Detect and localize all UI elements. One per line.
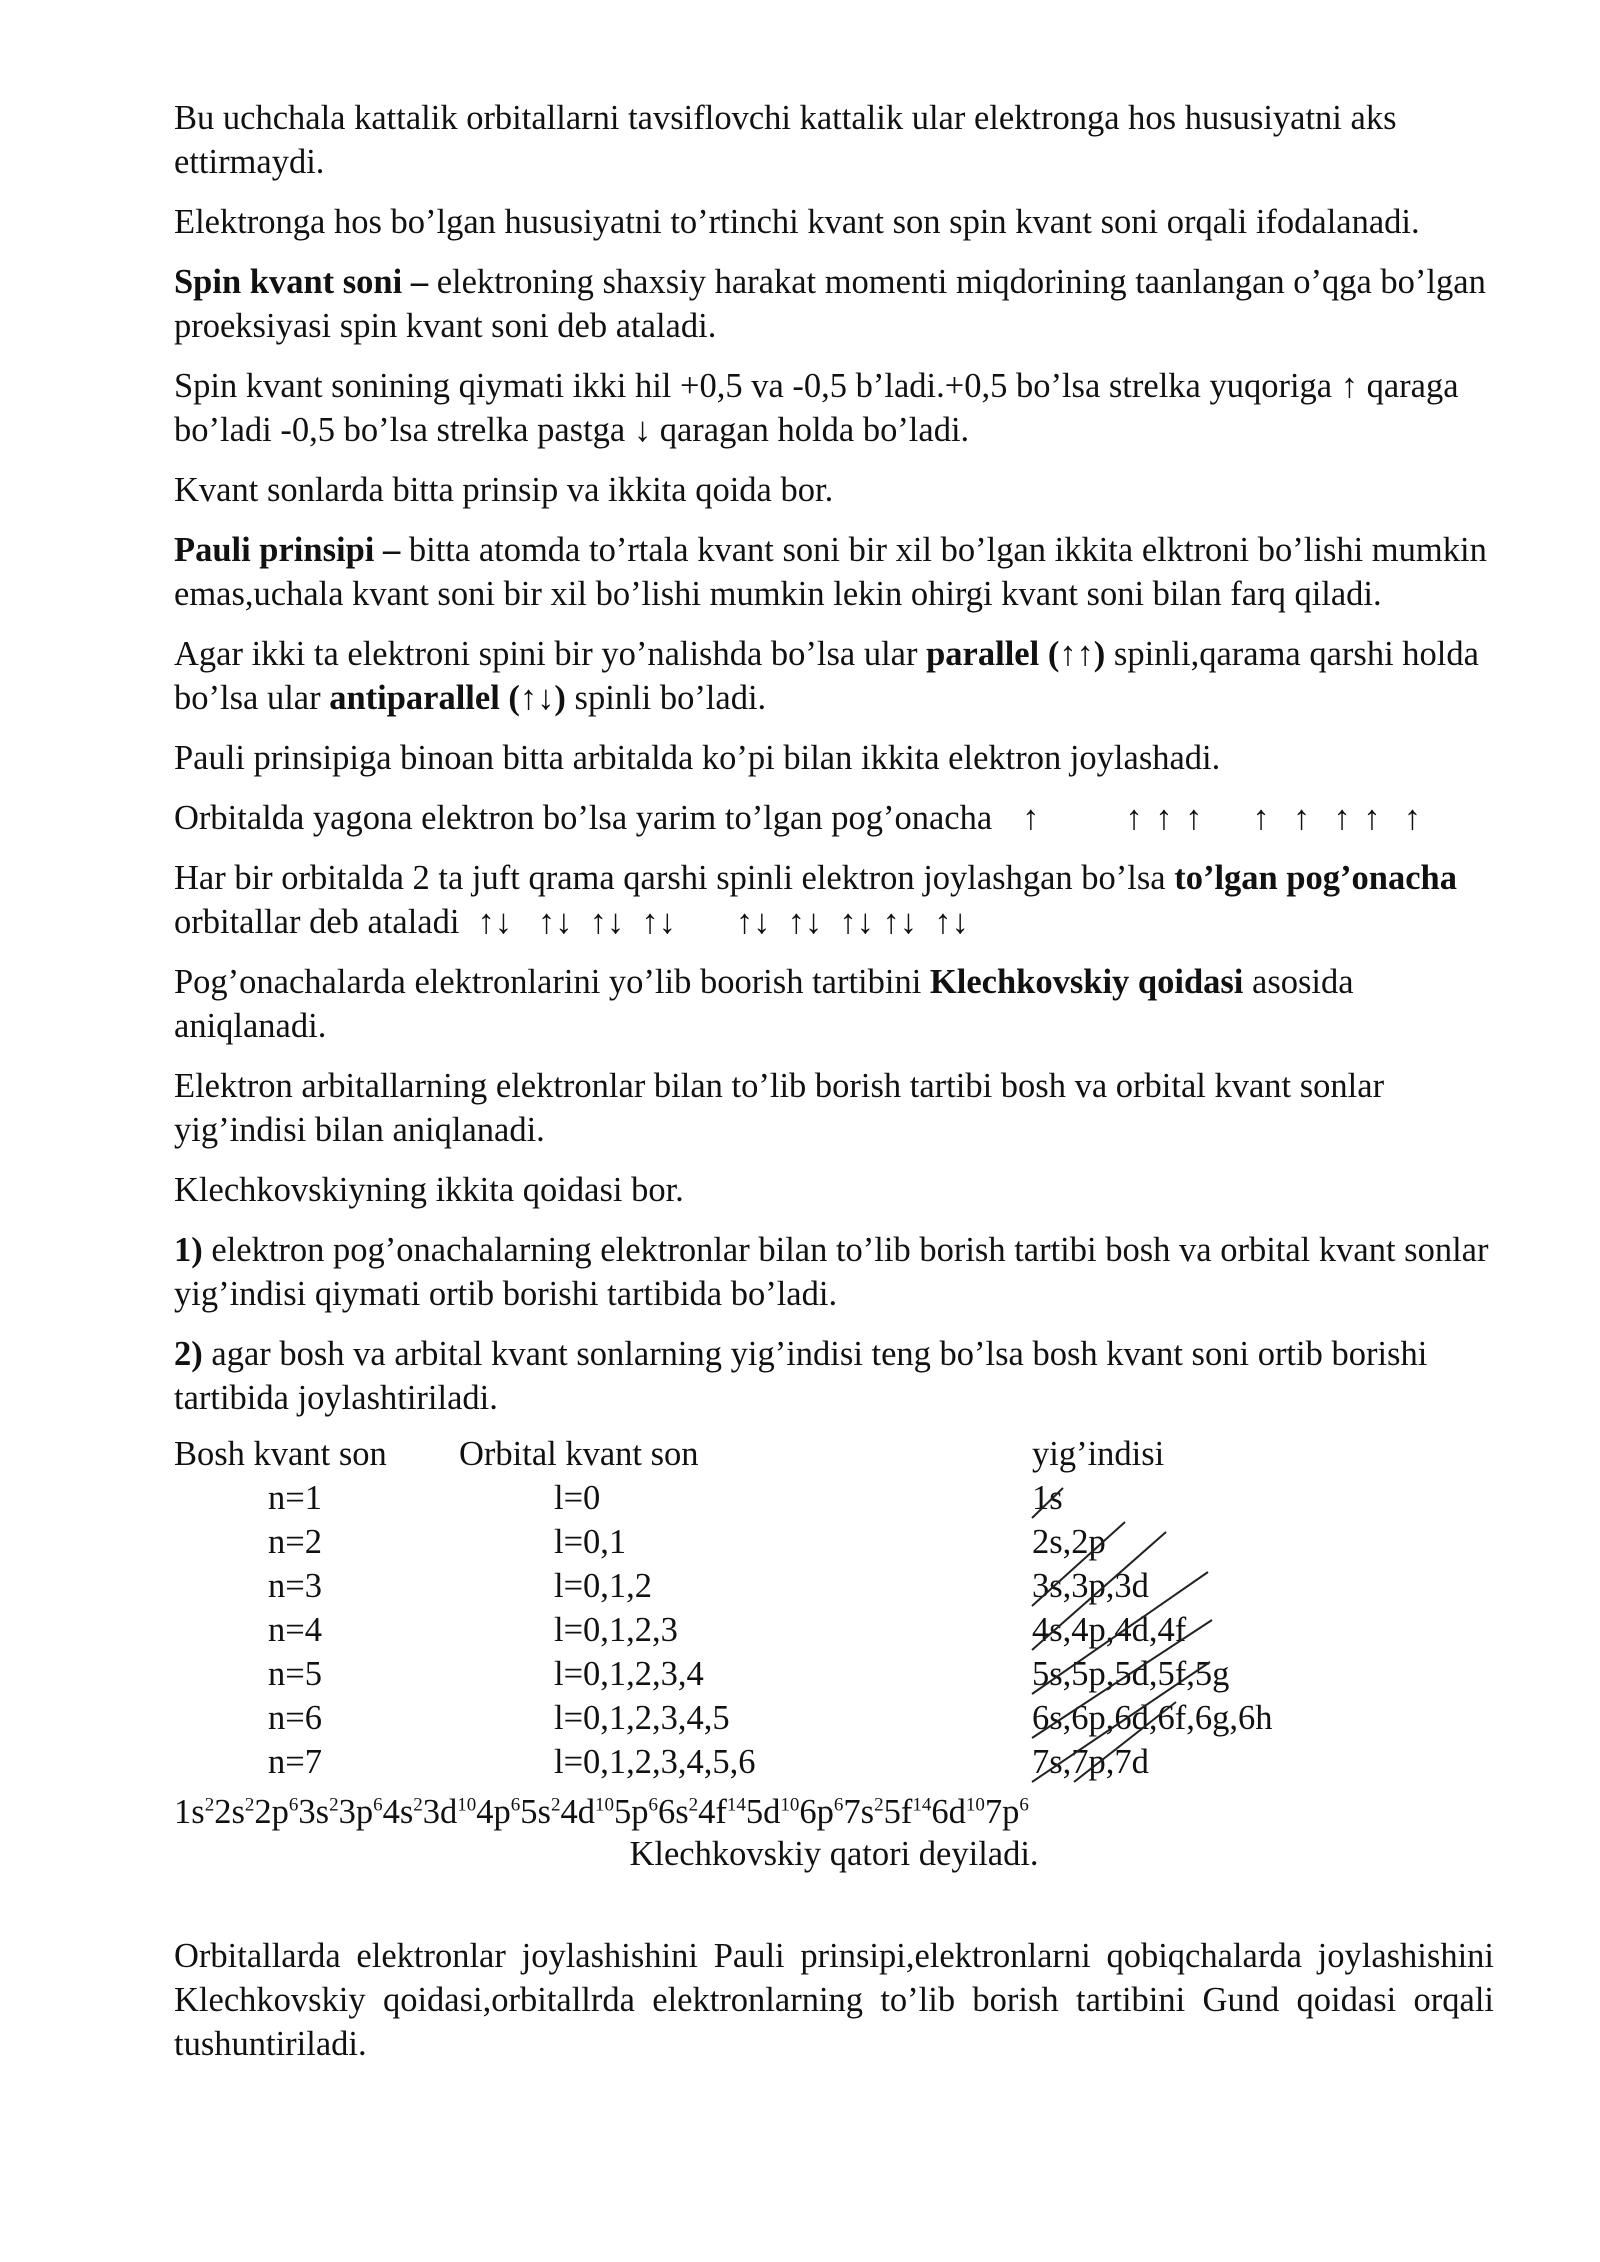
electron-count: 2 bbox=[550, 1794, 561, 1816]
sublevel-term: $6d^{10}$ bbox=[931, 1793, 985, 1831]
paragraph-rule-1 bbox=[174, 1228, 1494, 1316]
paragraph-two-rules: Klechkovskiyning ikkita qoidasi bor. bbox=[174, 1171, 684, 1209]
arrow-group-2: ↑↓ ↑↓ ↑↓ ↑↓ ↑↓ bbox=[735, 903, 969, 941]
electron-count: 6 bbox=[373, 1794, 383, 1816]
electron-count: 6 bbox=[288, 1794, 299, 1816]
sublevel-term: $4f^{14}$ bbox=[698, 1793, 746, 1831]
cell-sublevels: 7s,7p,7d bbox=[1032, 1743, 1149, 1781]
definition-text: elektroning shaxsiy harakat momenti miqdorining taanlangan o’qga bo’lgan proeksiyasi spin kvant soni deb ataladi. bbox=[174, 263, 1486, 345]
cell-n: n=1 bbox=[268, 1479, 322, 1517]
cell-l: l=0,1,2,3,4,5,6 bbox=[554, 1743, 756, 1781]
sublevel-term: $1s^2$ bbox=[174, 1793, 215, 1831]
electron-count: 2 bbox=[688, 1794, 699, 1816]
diagonal-line bbox=[1032, 1572, 1208, 1694]
text-span: spinli bo’ladi. bbox=[565, 679, 767, 717]
term-pauli-prinsipi: Pauli prinsipi – bbox=[174, 531, 401, 569]
paragraph-pauli bbox=[174, 528, 1494, 616]
electron-count: 6 bbox=[1019, 1794, 1029, 1816]
sublevel-term: $2s^2$ bbox=[214, 1793, 255, 1831]
sublevel-term: $7p^6$ bbox=[984, 1793, 1029, 1831]
sublevel-term: $2p^6$ bbox=[254, 1793, 299, 1831]
sublevel-term: $3d^{10}$ bbox=[422, 1793, 477, 1831]
cell-l: l=0,1,2,3,4,5 bbox=[554, 1699, 730, 1737]
paragraph-spin-values: Spin kvant sonining qiymati ikki hil +0,5 va -0,5 b’ladi.+0,5 bo’lsa strelka yuqoriga ↑ qaraga bo’ladi -0,5 bo’lsa strelka pastga ↓ qaragan holda bo’ladi. bbox=[174, 367, 1459, 449]
arrow-group-1: ↑ bbox=[1022, 799, 1042, 837]
document-page bbox=[174, 96, 1494, 2082]
header-bosh-kvant-son: Bosh kvant son bbox=[174, 1435, 387, 1473]
electron-count: 2 bbox=[244, 1794, 255, 1816]
paragraph-spin-definition bbox=[174, 260, 1494, 348]
term-antiparallel: antiparallel (↑↓) bbox=[329, 679, 566, 717]
text-span: Agar ikki ta elektroni spini bir yo’nalishda bo’lsa ular bbox=[174, 635, 927, 673]
electron-count: 10 bbox=[594, 1794, 614, 1816]
electron-count: 6 bbox=[510, 1794, 521, 1816]
cell-l: l=0,1,2 bbox=[554, 1567, 653, 1605]
electron-count: 10 bbox=[457, 1794, 477, 1816]
diagonal-line bbox=[1032, 1522, 1125, 1606]
rule-number: 2) bbox=[174, 1335, 203, 1373]
sublevel-term: $6s^2$ bbox=[657, 1793, 699, 1831]
quantum-number-table bbox=[174, 1432, 1494, 1782]
text-span: Har bir orbitalda 2 ta juft qrama qarshi spinli elektron joylashgan bo’lsa bbox=[174, 859, 1175, 897]
paragraph-klechkovskiy-intro bbox=[174, 960, 1494, 1048]
electron-count: 6 bbox=[648, 1794, 658, 1816]
text-span: orbitallar deb ataladi bbox=[174, 903, 460, 941]
cell-sublevels: 1s bbox=[1032, 1479, 1063, 1517]
term-tolgan-pogonacha: to’lgan pog’onacha bbox=[1174, 859, 1457, 897]
paragraph-rule-2 bbox=[174, 1332, 1494, 1420]
sublevel-term: $4s^2$ bbox=[382, 1793, 423, 1831]
sublevel-term: $5f^{14}$ bbox=[883, 1793, 932, 1831]
cell-l: l=0,1,2,3 bbox=[554, 1611, 678, 1649]
cell-n: n=7 bbox=[268, 1743, 322, 1781]
arrow-group-1: ↑↓ ↑↓ ↑↓ ↑↓ bbox=[477, 903, 676, 941]
cell-sublevels: 5s,5p,5d,5f,5g bbox=[1032, 1655, 1230, 1693]
filling-order-diagonals bbox=[174, 1432, 1494, 1792]
cell-n: n=3 bbox=[268, 1567, 322, 1605]
cell-sublevels: 6s,6p,6d,6f,6g,6h bbox=[1032, 1699, 1273, 1737]
header-yigindisi: yig’indisi bbox=[1032, 1435, 1165, 1473]
cell-n: n=2 bbox=[268, 1523, 322, 1561]
electron-count: 10 bbox=[965, 1794, 985, 1816]
cell-n: n=6 bbox=[268, 1699, 322, 1737]
definition-text: bitta atomda to’rtala kvant soni bir xil bo’lgan ikkita elktroni bo’lishi mumkin emas,uchala kvant soni bir xil bo’lishi mumkin lekin ohirgi kvant soni bilan farq qiladi. bbox=[174, 531, 1487, 613]
diagonal-line bbox=[1032, 1532, 1166, 1650]
text-span: elektron pog’onachalarning elektronlar bilan to’lib borish tartibi bosh va orbital kvant sonlar yig’indisi qiymati ortib borishi tartibida bo’ladi. bbox=[174, 1231, 1489, 1313]
arrow-group-3: ↑ ↑ ↑ ↑ ↑ bbox=[1252, 799, 1424, 837]
sublevel-term: $4d^{10}$ bbox=[560, 1793, 614, 1831]
text-span: spinli,qarama qarshi holda bo’lsa ular bbox=[174, 635, 1479, 717]
term-klechkovskiy-qoidasi: Klechkovskiy qoidasi bbox=[929, 963, 1244, 1001]
paragraph-principle-count: Kvant sonlarda bitta prinsip va ikkita qoida bor. bbox=[174, 471, 834, 509]
electron-count: 2 bbox=[413, 1794, 423, 1816]
paragraph-filling-order: Elektron arbitallarning elektronlar bilan to’lib borish tartibi bosh va orbital kvant sonlar yig’indisi bilan aniqlanadi. bbox=[174, 1067, 1385, 1149]
paragraph-conclusion: Orbitallarda elektronlar joylashishini Pauli prinsipi,elektronlarni qobiqchalarda joylashishini Klechkovskiy qoidasi,orbitallrda elektronlarning to’lib borish tartibini Gund qoidasi orqali tushuntiriladi. bbox=[174, 1937, 1494, 2063]
text-span: Orbitalda yagona elektron bo’lsa yarim to’lgan pog’onacha bbox=[174, 799, 993, 837]
sublevel-term: $5p^6$ bbox=[613, 1793, 658, 1831]
sublevel-term: $5s^2$ bbox=[520, 1793, 561, 1831]
rule-number: 1) bbox=[174, 1231, 203, 1269]
cell-l: l=0 bbox=[554, 1479, 601, 1517]
sublevel-term: $3p^6$ bbox=[338, 1793, 383, 1831]
sublevel-term: $6p^6$ bbox=[799, 1793, 844, 1831]
term-parallel: parallel (↑↑) bbox=[926, 635, 1106, 673]
diagonal-line bbox=[1032, 1488, 1063, 1518]
series-caption: Klechkovskiy qatori deyiladi. bbox=[629, 1835, 1039, 1873]
cell-l: l=0,1 bbox=[554, 1523, 627, 1561]
electron-count: 2 bbox=[874, 1794, 884, 1816]
header-orbital-kvant-son: Orbital kvant son bbox=[459, 1435, 699, 1473]
sublevel-term: $3s^2$ bbox=[298, 1793, 339, 1831]
text-span: agar bosh va arbital kvant sonlarning yig’indisi teng bo’lsa bosh kvant soni ortib borishi tartibida joylashtiriladi. bbox=[174, 1335, 1428, 1417]
cell-sublevels: 4s,4p,4d,4f bbox=[1032, 1611, 1187, 1649]
cell-n: n=4 bbox=[268, 1611, 322, 1649]
arrow-group-2: ↑ ↑ ↑ bbox=[1125, 799, 1205, 837]
paragraph-pauli-binoan: Pauli prinsipiga binoan bitta arbitalda ko’pi bilan ikkita elektron joylashadi. bbox=[174, 739, 1221, 777]
paragraph-half-filled bbox=[174, 796, 1494, 840]
cell-sublevels: 2s,2p bbox=[1032, 1523, 1106, 1561]
electron-count: 2 bbox=[329, 1794, 339, 1816]
cell-sublevels: 3s,3p,3d bbox=[1032, 1567, 1149, 1605]
electron-count: 10 bbox=[780, 1794, 800, 1816]
electron-count: 2 bbox=[204, 1794, 215, 1816]
paragraph-parallel bbox=[174, 632, 1494, 720]
electron-count: 6 bbox=[833, 1794, 844, 1816]
sublevel-term: $7s^2$ bbox=[843, 1793, 884, 1831]
electron-count: 14 bbox=[912, 1794, 932, 1816]
sublevel-term: $4p^6$ bbox=[476, 1793, 521, 1831]
text-span: Pog’onachalarda elektronlarini yo’lib boorish tartibini bbox=[174, 963, 930, 1001]
sublevel-term: $5d^{10}$ bbox=[745, 1793, 800, 1831]
cell-l: l=0,1,2,3,4 bbox=[554, 1655, 704, 1693]
electron-count: 14 bbox=[726, 1794, 746, 1816]
text-span: asosida aniqlanadi. bbox=[174, 963, 1354, 1045]
klechkovskiy-series bbox=[174, 1790, 1494, 1834]
paragraph-filled bbox=[174, 856, 1494, 944]
diagonal-line bbox=[1074, 1702, 1176, 1782]
cell-n: n=5 bbox=[268, 1655, 322, 1693]
paragraph-1: Bu uchchala kattalik orbitallarni tavsiflovchi kattalik ular elektronga hos hususiyatni aks ettirmaydi. bbox=[174, 99, 1397, 181]
paragraph-2: Elektronga hos bo’lgan hususiyatni to’rtinchi kvant son spin kvant soni orqali ifodalanadi. bbox=[174, 203, 1420, 241]
term-spin-kvant-soni: Spin kvant soni – bbox=[174, 263, 429, 301]
